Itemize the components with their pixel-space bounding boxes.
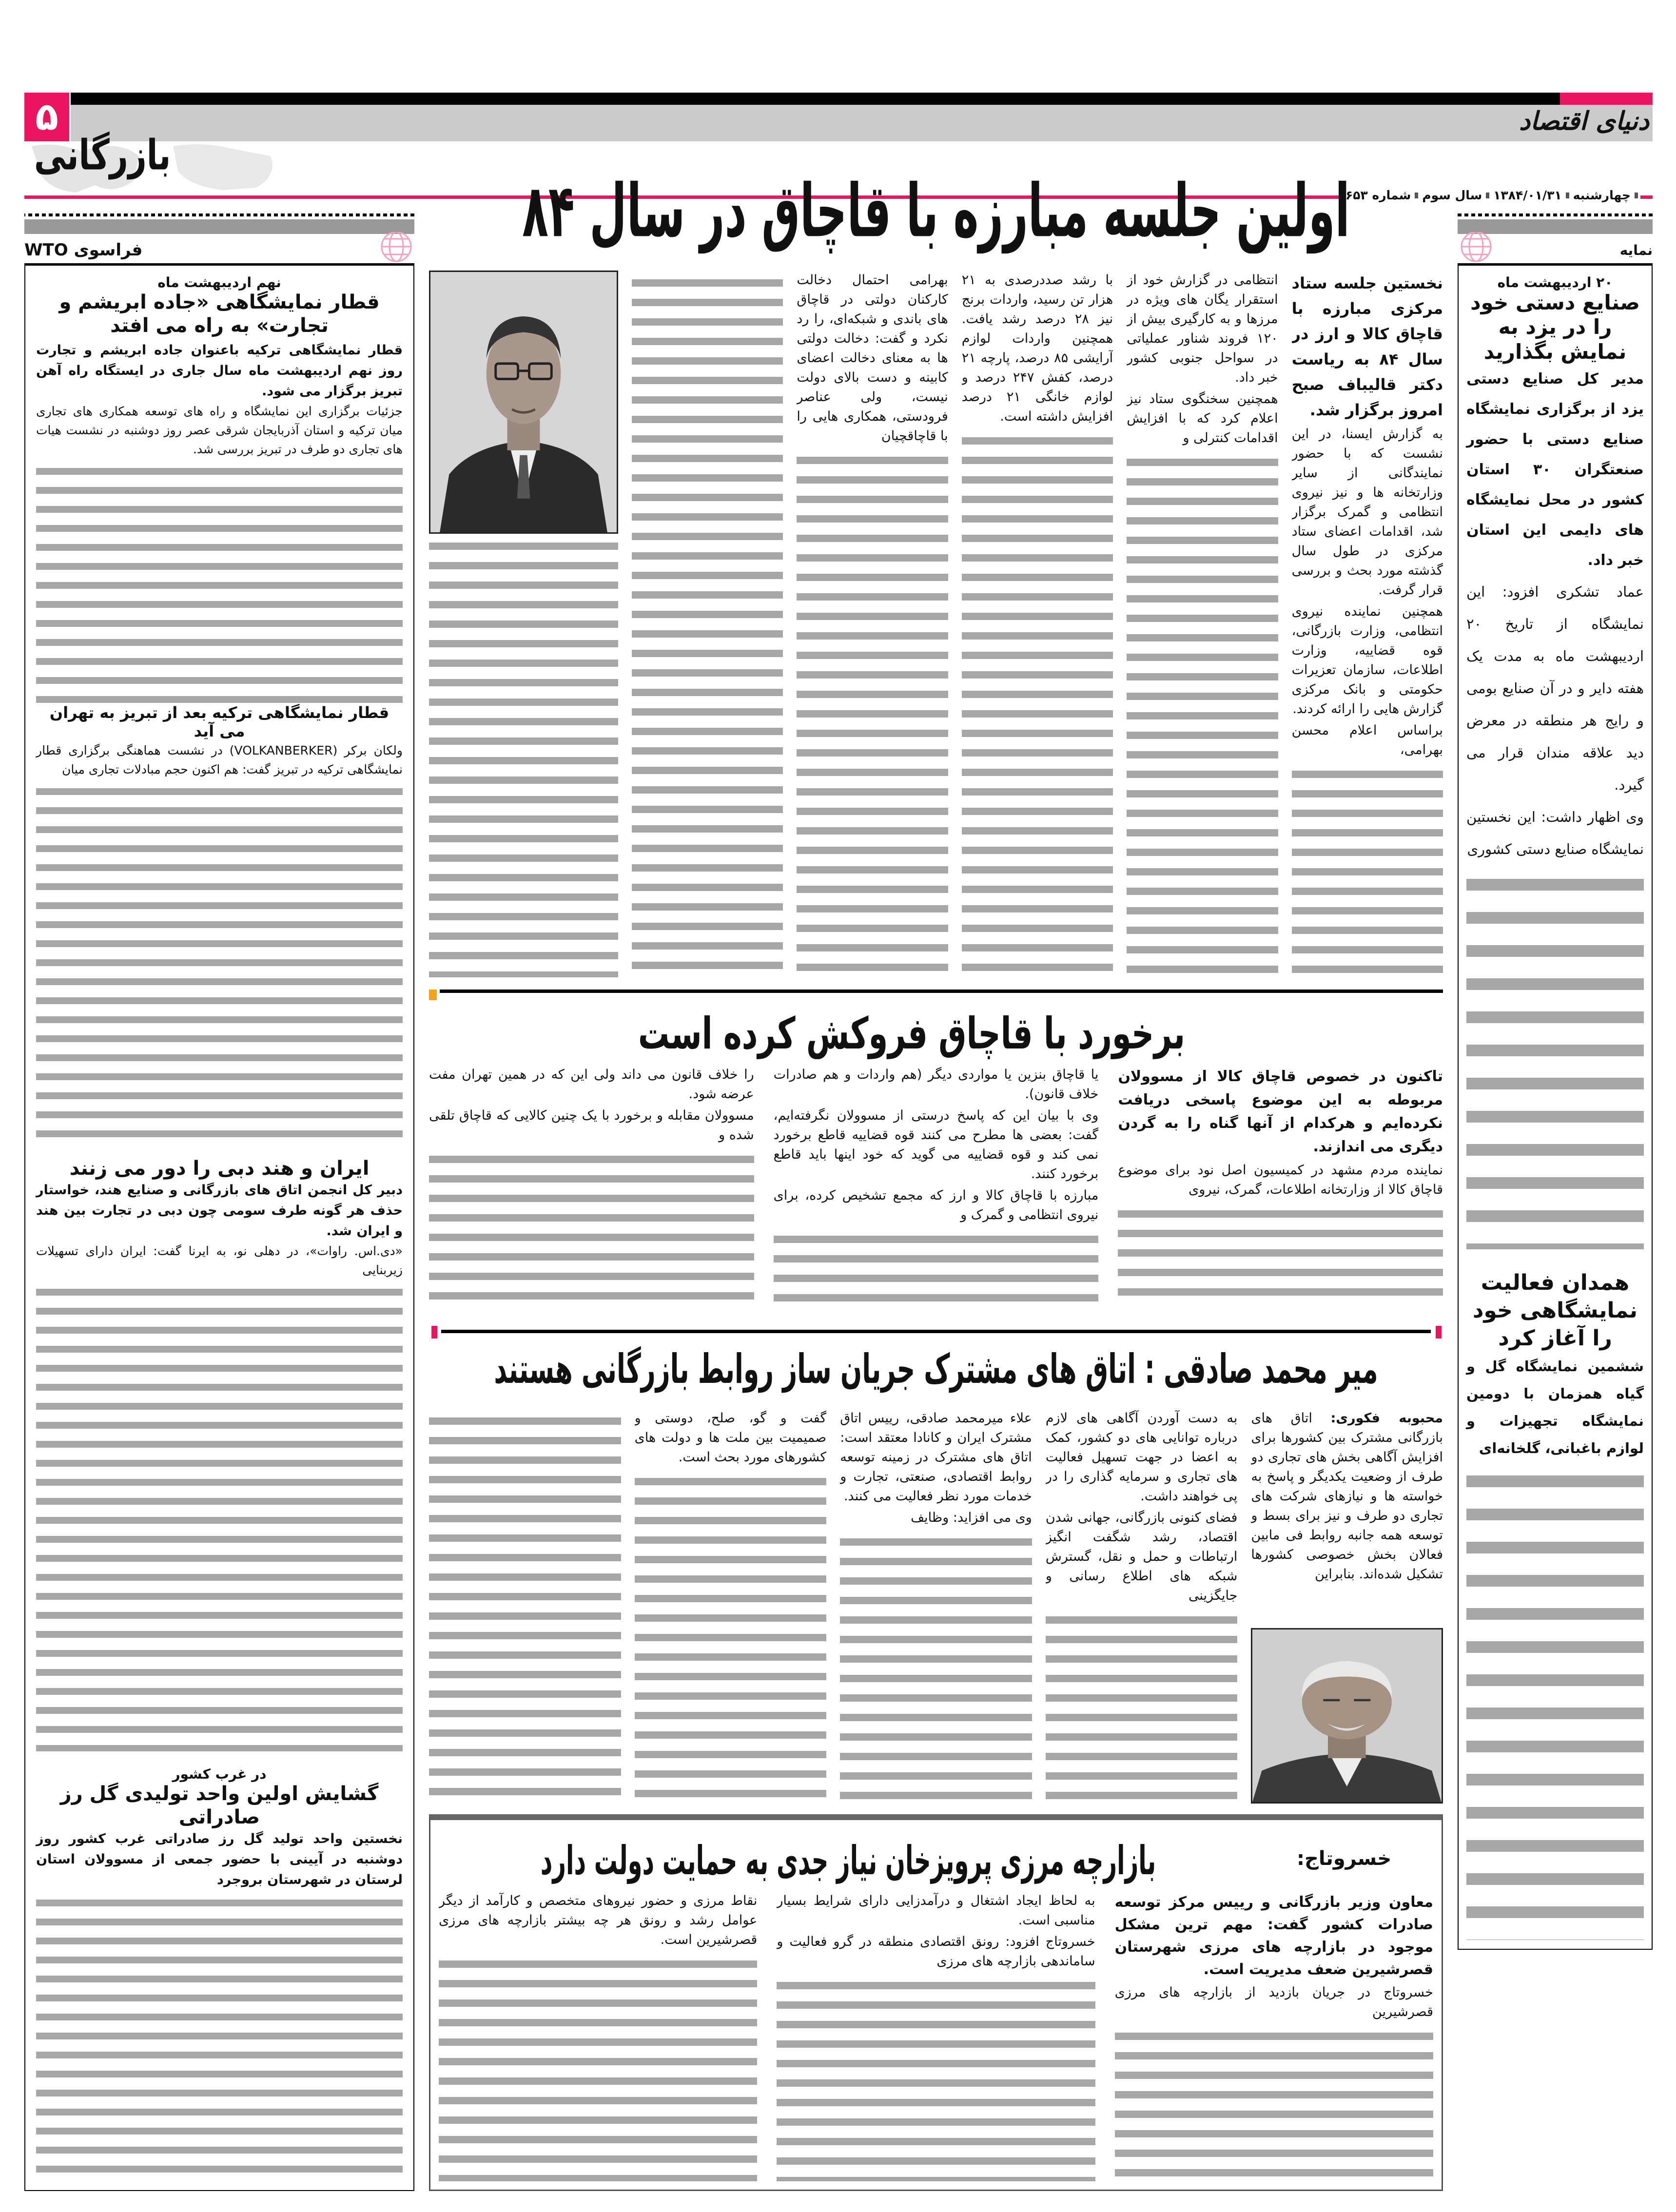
- text-column: [1251, 1409, 1443, 1804]
- text-lines: [36, 1893, 403, 2181]
- paragraph: نقاط مرزی و حضور نیروهای متخصص و کارآمد از دیگر عوامل رشد و رونق هر چه بیشتر بازارچه های مرزی قصرشیرین است.: [439, 1893, 758, 1947]
- text-lines: [1127, 453, 1278, 977]
- paragraph: علاء میرمحمد صادقی، رییس اتاق مشترک ایران و کانادا معتقد است: اتاق های مشترک در زمینه توسعه روابط اقتصادی، صنعتی، تجارت و خدمات مورد نظر فعالیت می کنند.: [840, 1411, 1032, 1504]
- accent-square: [1436, 1326, 1442, 1339]
- story-lead: ششمین نمایشگاه گل و گیاه همزمان با دومین نمایشگاه تجهیزات و لوازم باغبانی، گلخانه‌ای: [1466, 1358, 1644, 1456]
- right-sidebar-box: [1458, 263, 1653, 1950]
- article-2-headline: برخورد با قاچاق فروکش کرده است: [638, 1009, 1186, 1060]
- grey-bar: [24, 219, 414, 234]
- text-lines: [36, 1282, 403, 1751]
- story-title: همدان فعالیت نمایشگاهی خود را آغاز کرد: [1472, 1270, 1638, 1351]
- text-lines: [429, 537, 618, 977]
- article-3-headline: میر محمد صادقی : اتاق های مشترک جریان ساز روابط بازرگانی هستند: [494, 1346, 1378, 1393]
- left-sidebar-box: [24, 263, 414, 2191]
- text-column: [429, 1409, 621, 1804]
- text-column: [429, 1065, 754, 1304]
- text-column: [774, 1065, 1099, 1304]
- right-sidebar-header: [1458, 213, 1653, 266]
- dotted-rule: [1458, 213, 1653, 216]
- story-kicker: در غرب کشور: [172, 1766, 267, 1782]
- bullet-icon: [1635, 193, 1638, 198]
- page-number: ۵: [24, 93, 69, 141]
- header-rule-end: [1640, 195, 1653, 199]
- text-lines: [36, 782, 403, 1147]
- text-column: [1292, 271, 1443, 977]
- text-lines: [1466, 868, 1644, 1249]
- section-title: بازرگانی: [34, 131, 171, 180]
- news-item: [1466, 1249, 1644, 1940]
- portrait-photo: [429, 271, 618, 534]
- text-column: [962, 271, 1113, 977]
- text-column: [439, 1891, 757, 2181]
- paragraph: انتظامی در گزارش خود از استقرار یگان های ویژه در مرزها و به کارگیری بیش از ۱۲۰ فروند شناور عملیاتی در سواحل جنوبی کشور خبر داد.: [1127, 272, 1278, 385]
- paragraph: فضای کنونی بازرگانی، جهانی شدن اقتصاد، رشد شگفت انگیز ارتباطات و حمل و نقل، گسترش شبکه های اطلاع رسانی و جایگزینی: [1045, 1510, 1238, 1603]
- paragraph: با رشد صددرصدی به ۲۱ هزار تن رسید، واردات برنج نیز ۲۸ درصد رشد یافت. همچنین واردات لوازم آرایشی ۸۵ درصد، پارچه ۲۱ درصد، کفش ۲۴۷ درصد و لوازم خانگی ۲۱ درصد افزایش داشته است.: [961, 272, 1113, 424]
- story-body: «دی.اس. راوات»، در دهلی نو، به ایرنا گفت: ایران دارای تسهیلات زیربنایی: [36, 1244, 403, 1277]
- text-lines: [840, 1533, 1032, 1804]
- story-body: وی اظهار داشت: این نخستین نمایشگاه صنایع دستی کشوری: [1466, 809, 1644, 858]
- date: ۱۳۸۴/۰۱/۳۱: [1493, 188, 1562, 202]
- article-3-body: [429, 1409, 1443, 1804]
- top-bar-accent: [1560, 93, 1653, 105]
- text-lines: [1292, 765, 1443, 977]
- sidebar-label: فراسوی WTO: [24, 240, 143, 260]
- paragraph: همچنین سخنگوی ستاد نیز اعلام کرد که با افزایش اقدامات کنترلی و: [1127, 391, 1278, 446]
- paragraph: گفت و گو، صلح، دوستی و صمیمیت بین ملت ها و دولت های کشورهای مورد بحث است.: [634, 1411, 827, 1465]
- text-lines: [777, 1976, 1095, 2181]
- paragraph: به گزارش ایسنا، در این نشست که با حضور نمایندگانی از سایر وزارتخانه ها و نیز نیروی انتظامی و گمرک برگزار شد، اقدامات اعضای ستاد مرکزی در طول سال گذشته مورد بحث و بررسی قرار گرفت.: [1291, 427, 1443, 598]
- accent-square: [431, 1326, 437, 1339]
- text-lines: [635, 1472, 827, 1804]
- text-lines: [774, 1230, 1099, 1304]
- text-lines: [36, 462, 403, 703]
- story-lead: دبیر کل انجمن اتاق های بازرگانی و صنایع هند، خواستار حذف هر گونه طرف سومی چون دبی در تجارت بین هند و ایران شد.: [36, 1183, 403, 1239]
- news-item: [36, 274, 403, 703]
- story-body: عماد تشکری افزود: این نمایشگاه از تاریخ ۲۰ اردیبهشت ماه به مدت یک هفته دایر و در آن صنایع بومی و رایج هر منطقه در معرض دید علاقه مندان قرار می گیرد.: [1466, 583, 1644, 794]
- story-body: ولکان برکر (VOLKANBERKER) در نشست هماهنگی برگزاری قطار نمایشگاهی ترکیه در تبریز گفت: هم اکنون حجم مبادلات تجاری میان: [36, 743, 403, 776]
- text-column: [1046, 1409, 1238, 1804]
- dotted-rule: [24, 213, 414, 216]
- text-lines: [797, 451, 948, 977]
- text-column: [635, 1409, 827, 1804]
- text-column: [632, 271, 783, 977]
- story-kicker: ۲۰ اردیبهشت ماه: [1497, 274, 1613, 291]
- paragraph: مسوولان مقابله و برخورد با یک چنین کالایی که قاچاق تلقی شده و: [429, 1108, 754, 1143]
- paragraph: وی می افزاید: وظایف: [911, 1510, 1032, 1525]
- text-column: [1115, 1891, 1433, 2181]
- paragraph: مبارزه با قاچاق کالا و ارز که مجمع تشخیص کرده، برای نیروی انتظامی و گمرک و: [773, 1188, 1099, 1222]
- bullet-icon: [1486, 193, 1489, 198]
- article-4-kicker: خسروتاج:: [1297, 1847, 1392, 1870]
- news-item: [36, 703, 403, 1147]
- news-item: [36, 1751, 403, 2181]
- sidebar-label: نمایه: [1619, 242, 1653, 258]
- story-kicker: نهم اردیبهشت ماه: [157, 274, 281, 291]
- accent-square: [429, 990, 437, 1000]
- story-lead: نخستین واحد تولید گل رز صادراتی غرب کشور روز دوشنبه در آیینی با حضور جمعی از مسوولان استان لرستان در شهرستان بروجرد: [36, 1831, 403, 1887]
- paragraph: براساس اعلام محسن بهرامی،: [1291, 723, 1443, 757]
- text-column: [840, 1409, 1032, 1804]
- story-title: صنایع دستی خود را در یزد به نمایش بگذارید: [1470, 291, 1640, 364]
- text-column: [1118, 1065, 1443, 1304]
- article-lead: معاون وزیر بازرگانی و رییس مرکز توسعه صادرات کشور گفت: مهم ترین مشکل موجود در بازارچه های مرزی شهرستان قصرشیرین ضعف مدیریت است.: [1114, 1894, 1433, 1978]
- paragraph: همچنین نماینده نیروی انتظامی، وزارت بازرگانی، قوه قضاییه، وزارت اطلاعات، سازمان تعزیرات حکومتی و بانک مرکزی گزارش هایی را ارائه کردند.: [1291, 604, 1443, 717]
- article-4-headline: بازارچه مرزی پرویزخان نیاز جدی به حمایت دولت دارد: [540, 1838, 1156, 1884]
- story-title: گشایش اولین واحد تولیدی گل رز صادراتی: [60, 1783, 379, 1828]
- paragraph: [1251, 1409, 1443, 1584]
- header-band: [71, 105, 1653, 141]
- top-bar: [71, 93, 1560, 105]
- issue-number: شماره ۶۵۳: [1345, 188, 1411, 202]
- author-name: محبوبه فکوری:: [1330, 1411, 1443, 1426]
- story-body: جزئیات برگزاری این نمایشگاه و راه های توسعه همکاری های تجاری میان ترکیه و استان آذربایجان شرقی عصر روز دوشنبه در نشست هیات های تجاری دو طرف در تبریز بررسی شد.: [36, 404, 403, 456]
- text-lines: [1046, 1610, 1238, 1804]
- text-column: [429, 271, 618, 977]
- paragraph: نماینده مردم مشهد در کمیسیون اصل نود برای موضوع قاچاق کالا از وزارتخانه اطلاعات، گمرک، نیروی: [1118, 1163, 1443, 1197]
- paragraph: یا قاچاق بنزین یا مواردی دیگر (هم واردات و هم صادرات خلاف قانون).: [773, 1067, 1099, 1102]
- story-title: قطار نمایشگاهی «جاده ابریشم و تجارت» به راه می افتد: [59, 291, 380, 337]
- portrait-photo: [1251, 1628, 1443, 1804]
- left-sidebar-header: [24, 213, 414, 266]
- paragraph: بهرامی احتمال دخالت کارکنان دولتی در قاچاق های باندی و شبکه‌ای، را رد نکرد و گفت: دخالت دولتی ها به معنای دخالت اعضای کابینه و دست بالای دولت نیست، ولی عناصر فرودستی، همکاری هایی را با قاچاقچیان: [797, 272, 948, 444]
- text-lines: [429, 1412, 621, 1804]
- text-column: [797, 271, 948, 977]
- paragraph: وی با بیان این که پاسخ درستی از مسوولان نگرفته‌ایم، گفت: بعضی ها مطرح می کنند قوه قضاییه قاطع برخورد نمی کند و قوه قضاییه می گوید که خود اینها باید قاطع برخورد کنند.: [773, 1108, 1099, 1182]
- paragraph: را خلاف قانون می داند ولی این که در همین تهران مفت عرضه شود.: [429, 1067, 754, 1102]
- text-lines: [1118, 1204, 1443, 1304]
- weekday: چهارشنبه: [1573, 188, 1631, 202]
- paragraph: خسروتاج افزود: رونق اقتصادی منطقه در گرو فعالیت و ساماندهی بازارچه های مرزی: [777, 1934, 1095, 1969]
- volume: سال سوم: [1422, 188, 1482, 202]
- text-lines: [439, 1955, 757, 2181]
- paragraph: خسروتاج در جریان بازدید از بازارچه های مرزی قصرشیرین: [1114, 1985, 1433, 2019]
- paragraph-text: اتاق های بازرگانی مشترک بین کشورها برای افزایش آگاهی بخش های تجاری دو طرف از وضعیت یکدیگر و پاسخ به خواسته ها و نیازهای شرکت های تجاری دو طرف و نیز برای بسط و توسعه همه جانبه روابط فی مابین فعالان بخش خصوصی کشورها تشکیل شده‌اند. بنابراین: [1251, 1411, 1443, 1582]
- paragraph: به لحاظ ایجاد اشتغال و درآمدزایی دارای شرایط بسیار مناسبی است.: [777, 1893, 1095, 1928]
- article-lead: تاکنون در خصوص قاچاق کالا از مسوولان مربوطه به این موضوع پاسخی دریافت نکرده‌ایم و هرکدام از آنها گناه را به گردن دیگری می اندازند.: [1118, 1068, 1443, 1155]
- text-lines: [429, 1150, 754, 1304]
- story-title: ایران و هند دبی را دور می زنند: [69, 1157, 370, 1180]
- text-column: [777, 1891, 1095, 2181]
- divider-rule: [441, 1330, 1431, 1333]
- article-4-body: [439, 1891, 1433, 2181]
- bullet-icon: [1566, 193, 1569, 198]
- divider-rule: [440, 990, 1443, 993]
- text-lines: [1115, 2027, 1433, 2181]
- article-2-body: [429, 1065, 1443, 1304]
- text-column: [1127, 271, 1278, 977]
- news-item: [36, 1147, 403, 1751]
- paragraph: به دست آوردن آگاهی های لازم درباره توانایی های دو کشور، کمک به اعضا در جهت تسهیل فعالیت های تجاری و سرمایه گذاری را در پی خواهند داشت.: [1045, 1411, 1238, 1504]
- article-1-body: [429, 271, 1443, 977]
- news-item: [1466, 274, 1644, 1249]
- story-title: قطار نمایشگاهی ترکیه بعد از تبریز به تهران می آید: [49, 703, 390, 741]
- text-lines: [632, 273, 783, 977]
- text-lines: [962, 431, 1113, 977]
- story-lead: مدیر کل صنایع دستی یزد از برگزاری نمایشگاه صنایع دستی با حضور صنعتگران ۳۰ استان کشور در محل نمایشگاه های دایمی این استان خبر داد.: [1466, 370, 1644, 569]
- article-lead: نخستین جلسه ستاد مرکزی مبارزه با قاچاق کالا و ارز در سال ۸۴ به ریاست دکتر قالیباف صبح امروز برگزار شد.: [1291, 274, 1443, 419]
- text-lines: [1466, 1465, 1644, 1940]
- main-headline: اولین جلسه مبارزه با قاچاق در سال ۸۴: [522, 168, 1350, 254]
- newspaper-logo: دنیای اقتصاد: [1519, 106, 1649, 136]
- story-lead: قطار نمایشگاهی ترکیه باعنوان جاده ابریشم و تجارت روز نهم اردیبهشت ماه سال جاری در ایستگاه راه آهن تبریز برگزار می شود.: [36, 343, 403, 399]
